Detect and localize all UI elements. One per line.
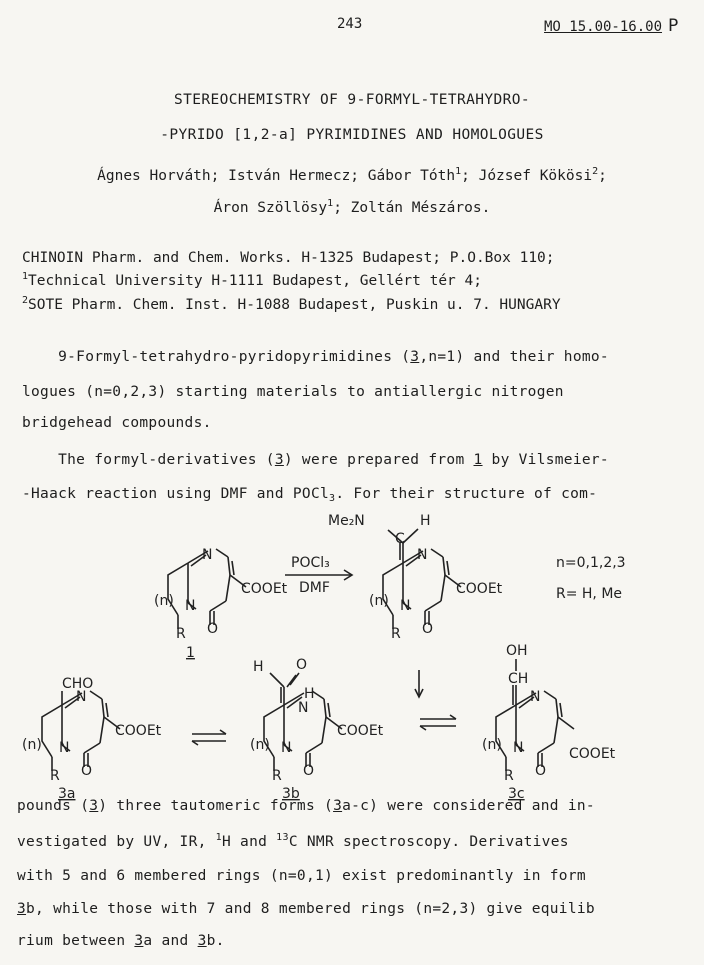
t: . For their structure of com- xyxy=(335,486,598,502)
atom-h: H xyxy=(253,659,264,675)
reagent-pocl3: POCl₃ xyxy=(291,555,330,571)
authors-line-2 xyxy=(0,200,704,216)
compound-ref: 3 xyxy=(333,798,343,814)
t: vestigated by UV, IR, xyxy=(17,834,216,850)
atom-r: R xyxy=(272,768,282,784)
compound-ref: 1 xyxy=(473,452,483,468)
affil-2-mark: 1 xyxy=(22,271,29,282)
methine: CH xyxy=(508,671,529,687)
t: pounds ( xyxy=(17,798,90,814)
para1-line1 xyxy=(22,349,609,365)
sep: ; xyxy=(461,168,479,184)
t: 9-Formyl-tetrahydro-pyridopyrimidines ( xyxy=(22,349,411,365)
subscript: 3 xyxy=(329,493,336,504)
ester-group: COOEt xyxy=(241,581,288,597)
t: ) were prepared from xyxy=(283,452,474,468)
equilibrium-arrow xyxy=(192,730,226,745)
para3-line5 xyxy=(17,933,225,949)
atom-o: O xyxy=(422,621,434,637)
atom-o: O xyxy=(207,621,219,637)
t: rium between xyxy=(17,933,135,949)
equilibrium-arrow xyxy=(420,715,456,730)
ester-group: COOEt xyxy=(569,746,616,762)
compound-label-3c: 3c xyxy=(508,786,525,802)
ester-group: COOEt xyxy=(115,723,162,739)
compound-ref: 3 xyxy=(89,798,99,814)
t: ) three tautomeric forms ( xyxy=(98,798,334,814)
affiliation-1: CHINOIN Pharm. and Chem. Works. H-1325 Budapest; P.O.Box 110; xyxy=(22,250,555,266)
author-toth: Gábor Tóth xyxy=(367,168,456,184)
para2-line1 xyxy=(22,452,609,468)
n-values: n=0,1,2,3 xyxy=(556,555,626,571)
compound-label-1: 1 xyxy=(186,645,195,661)
atom-c: C xyxy=(395,531,405,547)
title-line-2: -PYRIDO [1,2-a] PYRIMIDINES AND HOMOLOGUES xyxy=(160,127,544,143)
compound-label-3a: 3a xyxy=(58,786,76,802)
atom-n: N xyxy=(185,598,196,614)
compound-2 xyxy=(328,513,503,642)
affiliation-2 xyxy=(22,273,482,289)
t: ,n=1) and their homo- xyxy=(419,349,609,365)
sep: ; xyxy=(333,200,351,216)
superscript: 13 xyxy=(276,832,289,843)
affiliation-3 xyxy=(22,297,561,313)
author-szollosy-affil: 1 xyxy=(327,198,334,209)
page-number: 243 xyxy=(337,16,363,32)
para1-line2: logues (n=0,2,3) starting materials to antiallergic nitrogen xyxy=(22,384,564,400)
para2-line2 xyxy=(22,486,597,502)
compound-3a xyxy=(22,676,162,802)
ring-n: (n) xyxy=(250,737,270,753)
ring-n: (n) xyxy=(482,737,502,753)
atom-n: N xyxy=(417,547,428,563)
affil-3-text: SOTE Pharm. Chem. Inst. H-1088 Budapest, Puskin u. 7. HUNGARY xyxy=(28,297,561,313)
compound-ref: 3 xyxy=(197,933,207,949)
compound-1 xyxy=(154,547,288,661)
para3-line1 xyxy=(17,798,595,814)
author-hermecz: István Hermecz; xyxy=(228,168,368,184)
para3-line3: with 5 and 6 membered rings (n=0,1) exist predominantly in form xyxy=(17,868,586,884)
atom-r: R xyxy=(504,768,514,784)
compound-ref: 3 xyxy=(274,452,284,468)
para3-line4 xyxy=(17,901,595,917)
author-kokosi: József Kökösi xyxy=(478,168,593,184)
atom-n: N xyxy=(281,740,292,756)
atom-h: H xyxy=(420,513,431,529)
compound-3b xyxy=(250,657,384,802)
atom-o: O xyxy=(303,763,315,779)
atom-n: N xyxy=(400,598,411,614)
author-kokosi-affil: 2 xyxy=(592,166,599,177)
affil-3-mark: 2 xyxy=(22,295,29,306)
reagent-dmf: DMF xyxy=(299,580,330,596)
atom-n: N xyxy=(530,689,541,705)
atom-o: O xyxy=(81,763,93,779)
atom-n: N xyxy=(298,700,309,716)
atom-r: R xyxy=(50,768,60,784)
compound-3c xyxy=(482,643,616,802)
atom-n: N xyxy=(76,689,87,705)
authors-line-1 xyxy=(0,168,704,184)
t: The formyl-derivatives ( xyxy=(22,452,275,468)
para3-line2 xyxy=(17,834,569,850)
t: by Vilsmeier- xyxy=(482,452,609,468)
ring-n: (n) xyxy=(22,737,42,753)
compound-ref: 3 xyxy=(17,901,27,917)
author-horvath: Ágnes Horváth; xyxy=(97,168,229,184)
compound-label-3b: 3b xyxy=(282,786,300,802)
session-time: MO 15.00-16.00 xyxy=(544,19,663,35)
atom-n: N xyxy=(513,740,524,756)
hydroxyl: OH xyxy=(506,643,528,659)
affil-2-text: Technical University H-1111 Budapest, Gellért tér 4; xyxy=(28,273,482,289)
formyl-group: CHO xyxy=(62,676,94,692)
reaction-arrow xyxy=(285,555,352,596)
t: a and xyxy=(143,933,198,949)
author-toth-affil: 1 xyxy=(455,166,462,177)
t: b. xyxy=(206,933,225,949)
atom-o: O xyxy=(535,763,547,779)
para1-line3: bridgehead compounds. xyxy=(22,415,212,431)
sep: ; xyxy=(598,168,607,184)
superscript: 1 xyxy=(215,832,222,843)
t: b, while those with 7 and 8 membered rings (n=2,3) give equilib xyxy=(26,901,595,917)
ester-group: COOEt xyxy=(337,723,384,739)
ring-n: (n) xyxy=(369,593,389,609)
atom-r: R xyxy=(176,626,186,642)
session-letter: P xyxy=(668,16,679,36)
dimethylamino: Me₂N xyxy=(328,513,365,529)
down-arrow xyxy=(415,670,423,697)
atom-n: N xyxy=(202,547,213,563)
compound-ref: 3 xyxy=(410,349,420,365)
r-values: R= H, Me xyxy=(556,586,623,602)
atom-nh-h: H xyxy=(304,686,315,702)
t: -Haack reaction using DMF and POCl xyxy=(22,486,330,502)
t: a-c) were considered and in- xyxy=(342,798,595,814)
reaction-scheme xyxy=(0,505,704,805)
atom-r: R xyxy=(391,626,401,642)
t: H and xyxy=(221,834,277,850)
author-meszaros: Zoltán Mészáros. xyxy=(350,200,491,216)
ring-n: (n) xyxy=(154,593,174,609)
atom-o: O xyxy=(296,657,308,673)
atom-n: N xyxy=(59,740,70,756)
compound-ref: 3 xyxy=(134,933,144,949)
author-szollosy: Áron Szöllösy xyxy=(213,200,328,216)
t: C NMR spectroscopy. Derivatives xyxy=(288,834,569,850)
ester-group: COOEt xyxy=(456,581,503,597)
session-code xyxy=(544,16,678,36)
title-line-1: STEREOCHEMISTRY OF 9-FORMYL-TETRAHYDRO- xyxy=(173,92,531,108)
